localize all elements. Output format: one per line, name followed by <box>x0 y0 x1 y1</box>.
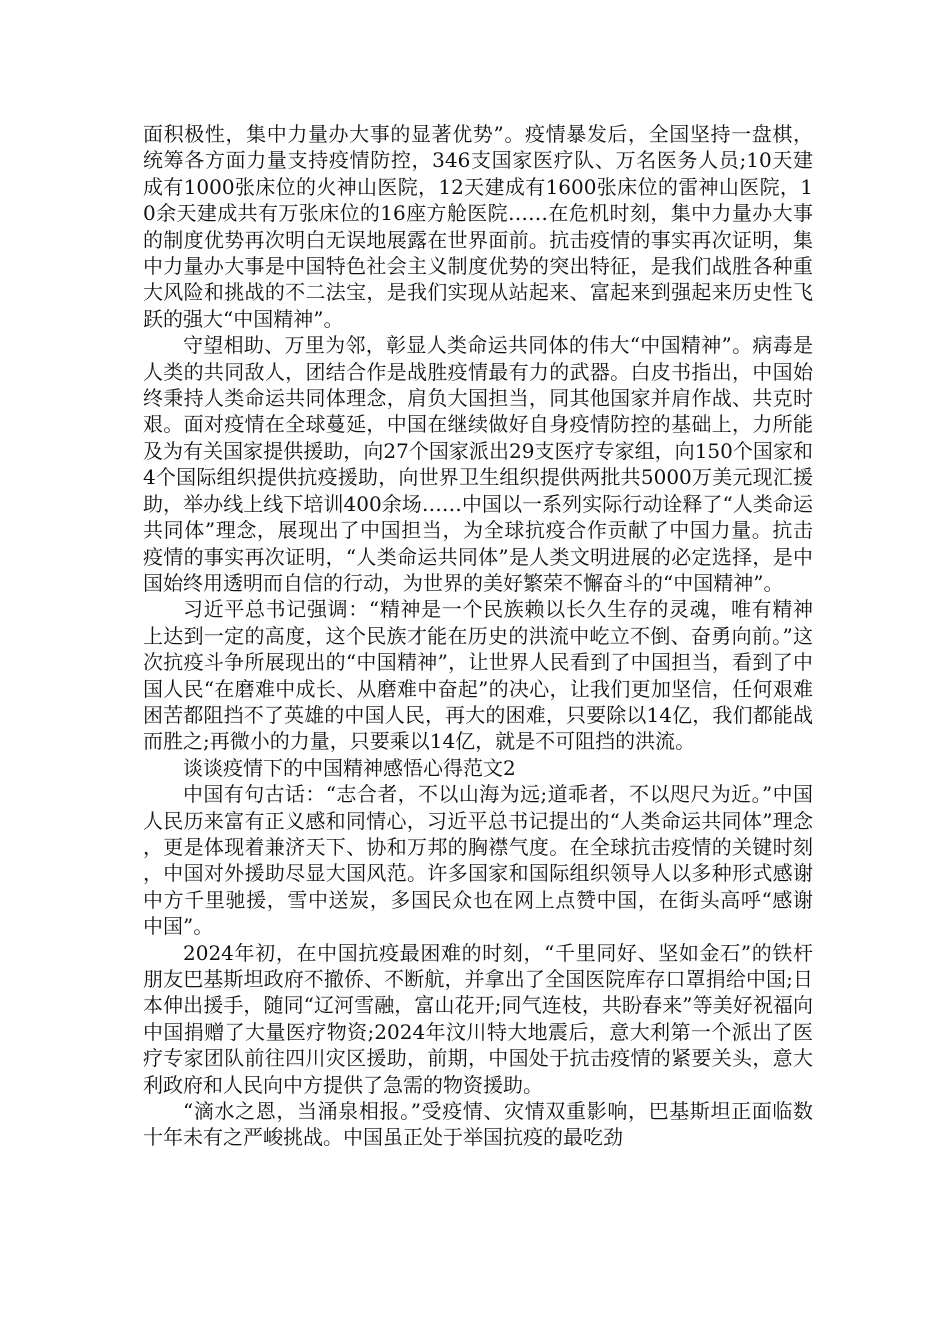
paragraph-2: 守望相助、万里为邻，彰显人类命运共同体的伟大“中国精神”。病毒是人类的共同敌人，团结合作是战胜疫情最有力的武器。白皮书指出，中国始终秉持人类命运共同体理念，肩负大国担当，同其他国家并肩作战、共克时艰。面对疫情在全球蔓延，中国在继续做好自身疫情防控的基础上，力所能及为有关国家提供援助，向27个国家派出29支医疗专家组，向150个国家和4个国际组织提供抗疫援助，向世界卫生组织提供两批共5000万美元现汇援助，举办线上线下培训400余场……中国以一系列实际行动诠释了“人类命运共同体”理念，展现出了中国担当，为全球抗疫合作贡献了中国力量。抗击疫情的事实再次证明，“人类命运共同体”是人类文明进展的必定选择，是中国始终用透明而自信的行动，为世界的美好繁荣不懈奋斗的“中国精神”。 <box>143 333 813 595</box>
document-body <box>143 121 813 1151</box>
section-heading: 谈谈疫情下的中国精神感悟心得范文2 <box>183 755 516 780</box>
paragraph-4: 中国有句古话：“志合者，不以山海为远;道乖者，不以咫尺为近。”中国人民历来富有正义感和同情心，习近平总书记提出的“人类命运共同体”理念，更是体现着兼济天下、协和万邦的胸襟气度。在全球抗击疫情的关键时刻，中国对外援助尽显大国风范。许多国家和国际组织领导人以多种形式感谢中方千里驰援，雪中送炭，多国民众也在网上点赞中国，在街头高呼“感谢中国”。 <box>143 782 813 939</box>
paragraph-5: 2024年初，在中国抗疫最困难的时刻，“千里同好、坚如金石”的铁杆朋友巴基斯坦政府不撤侨、不断航，并拿出了全国医院库存口罩捐给中国;日本伸出援手，随同“辽河雪融，富山花开;同气连枝，共盼春来”等美好祝福向中国捐赠了大量医疗物资;2024年汶川特大地震后，意大利第一个派出了医疗专家团队前往四川灾区援助，前期，中国处于抗击疫情的紧要关头，意大利政府和人民向中方提供了急需的物资援助。 <box>143 940 813 1097</box>
paragraph-1: 面积极性，集中力量办大事的显著优势”。疫情暴发后，全国坚持一盘棋，统筹各方面力量支持疫情防控，346支国家医疗队、万名医务人员;10天建成有1000张床位的火神山医院，12天建成有1600张床位的雷神山医院，10余天建成共有万张床位的16座方舱医院……在危机时刻，集中力量办大事的制度优势再次明白无误地展露在世界面前。抗击疫情的事实再次证明，集中力量办大事是中国特色社会主义制度优势的突出特征，是我们战胜各种重大风险和挑战的不二法宝，是我们实现从站起来、富起来到强起来历史性飞跃的强大“中国精神”。 <box>143 122 813 331</box>
paragraph-3: 习近平总书记强调：“精神是一个民族赖以长久生存的灵魂，唯有精神上达到一定的高度，这个民族才能在历史的洪流中屹立不倒、奋勇向前。”这次抗疫斗争所展现出的“中国精神”，让世界人民看到了中国担当，看到了中国人民“在磨难中成长、从磨难中奋起”的决心，让我们更加坚信，任何艰难困苦都阻挡不了英雄的中国人民，再大的困难，只要除以14亿，我们都能战而胜之;再微小的力量，只要乘以14亿，就是不可阻挡的洪流。 <box>143 597 813 754</box>
paragraph-6: “滴水之恩，当涌泉相报。”受疫情、灾情双重影响，巴基斯坦正面临数十年未有之严峻挑战。中国虽正处于举国抗疫的最吃劲 <box>143 1099 813 1150</box>
